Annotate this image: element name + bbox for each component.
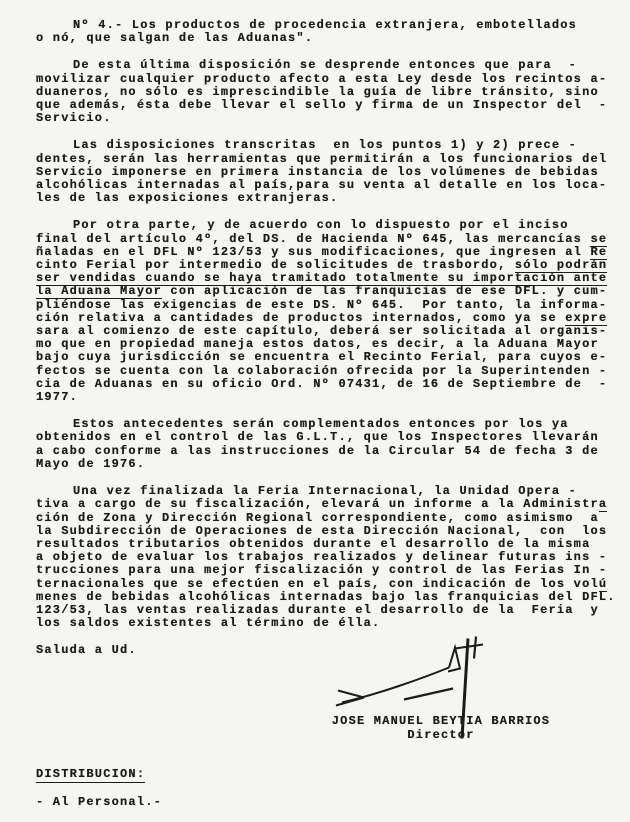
- text-segment: ú: [598, 576, 608, 591]
- text-segment: alcohólicas internadas al país,para su venta al detalle en los loca-: [36, 178, 608, 193]
- paragraph: [36, 485, 616, 630]
- text-segment: resultados tributarios obtenidos durante el desarrollo de la misma: [36, 536, 591, 551]
- text-segment: cinto Ferial por intermedio de solicitudes de trasbordo,: [36, 258, 515, 273]
- text-segment: obtenidos en el control de las G.L.T., que los Inspectores llevarán: [36, 430, 599, 445]
- text-segment: Una vez finalizada la Feria Internacional, la Unidad Opera -: [73, 484, 578, 499]
- distribution-heading: DISTRIBUCION:: [36, 767, 146, 781]
- text-line: [36, 617, 616, 630]
- text-segment: la Subdirección de Operaciones de esta Dirección Nacional, con los: [36, 523, 608, 538]
- text-segment: Las disposiciones transcritas en los puntos 1) y 2) prece -: [73, 138, 578, 153]
- text-segment: Re: [590, 244, 608, 259]
- text-segment: o nó, que salgan de las Aduanas".: [36, 31, 314, 46]
- text-segment: movilizar cualquier producto afecto a esta Ley desde los recintos a-: [36, 71, 608, 86]
- text-line: [36, 192, 616, 205]
- text-segment: ñaladas en el DFL Nº 123/53 y sus modificaciones, que ingresen al: [36, 244, 591, 259]
- text-segment: Nº 4.- Los productos de procedencia extranjera, embotellados: [73, 18, 578, 32]
- text-segment: tiva a cargo de su fiscalización, elevará un informe a la Administr: [36, 497, 599, 512]
- text-segment: ción de Zona y Dirección Regional correspondiente, como asimismo a: [36, 510, 599, 525]
- text-line: [36, 112, 616, 125]
- text-segment: Por otra parte, y de acuerdo con lo dispuesto por el inciso: [73, 218, 569, 233]
- text-segment: a objeto de evaluar los trabajos realizados y delinear futuras ins -: [36, 550, 608, 565]
- text-segment: mo que en propiedad maneja estos datos, es decir, a la Aduana Mayor: [36, 337, 599, 352]
- text-line: [36, 391, 616, 404]
- text-segment: con aplicación de las franquicias de ese DFL. y cum-: [162, 284, 608, 299]
- text-segment: cia de Aduanas en su oficio Ord. Nº 07431, de 16 de Septiembre de -: [36, 376, 608, 391]
- document-body: [36, 19, 616, 658]
- text-segment: fectos se cuenta con la colaboración ofrecida por la Superintenden -: [36, 363, 608, 378]
- text-segment: duaneros, no sólo es imprescindible la guía de libre tránsito, sino: [36, 84, 599, 99]
- paragraph: [36, 19, 616, 45]
- text-segment: Estos antecedentes serán complementados entonces por los ya: [73, 417, 569, 432]
- text-segment: se: [590, 231, 608, 246]
- text-line: [36, 32, 616, 45]
- text-segment: bajo cuya jurisdicción se encuentra el Recinto Ferial, para cuyos e-: [36, 350, 608, 365]
- text-segment: trucciones para una mejor fiscalización y control de las Ferias In -: [36, 563, 608, 578]
- distribution-item: - Al Personal.-: [36, 795, 163, 809]
- text-segment: expre: [565, 310, 608, 325]
- text-segment: 1977.: [36, 390, 79, 405]
- text-segment: la Aduana Mayor: [36, 284, 163, 299]
- text-segment: Mayo de 1976.: [36, 456, 146, 471]
- paragraph: [36, 59, 616, 125]
- closing-salutation: Saluda a Ud.: [36, 643, 137, 658]
- text-segment: ción relativa a cantidades de productos internados, como ya se: [36, 310, 566, 325]
- text-segment: sólo podrán: [514, 258, 608, 273]
- signatory-title: Director: [407, 728, 475, 742]
- text-segment: que además, ésta debe llevar el sello y firma de un Inspector del -: [36, 98, 608, 113]
- text-segment: sara al comienzo de este capítulo, deberá ser solicitada al organis-: [36, 324, 608, 339]
- text-segment: a cabo conforme a las instrucciones de la Circular 54 de fecha 3 de: [36, 443, 599, 458]
- text-segment: 123/53, las ventas realizadas durante el desarrollo de la Feria y: [36, 602, 599, 617]
- distribution-section: [36, 768, 162, 809]
- text-segment: ternacionales que se efectúen en el país, con indicación de los vol: [36, 576, 599, 591]
- text-line: [36, 458, 616, 471]
- text-segment: De esta última disposición se desprende entonces que para -: [73, 58, 578, 73]
- paragraph: [36, 418, 616, 471]
- text-segment: pliéndose las exigencias de este DS. Nº 645. Por tanto, la informa-: [36, 297, 608, 312]
- text-line: [36, 99, 616, 112]
- text-segment: Servicio.: [36, 111, 112, 126]
- text-segment: dentes, serán las herramientas que permitirán a los funcionarios del: [36, 151, 608, 166]
- paragraph: [36, 139, 616, 205]
- text-line: [36, 378, 616, 391]
- text-segment: les de las exposiciones extranjeras.: [36, 191, 339, 206]
- text-segment: menes de bebidas alcohólicas internadas bajo las franquicias del DFL.: [36, 589, 616, 604]
- signatory-name: JOSE MANUEL BEYTIA BARRIOS: [331, 714, 551, 728]
- text-segment: a: [598, 497, 608, 512]
- signature-block: [330, 714, 552, 742]
- text-segment: los saldos existentes al término de élla.: [36, 616, 381, 631]
- text-segment: Servicio imponerse en primera instancia de los volúmenes de bebidas: [36, 164, 599, 179]
- text-segment: final del artículo 4º, del DS. de Hacienda Nº 645, las mercancías: [36, 231, 591, 246]
- text-segment: ser vendidas cuando se haya tramitado totalmente su importación ante: [36, 271, 608, 286]
- paragraph: [36, 219, 616, 404]
